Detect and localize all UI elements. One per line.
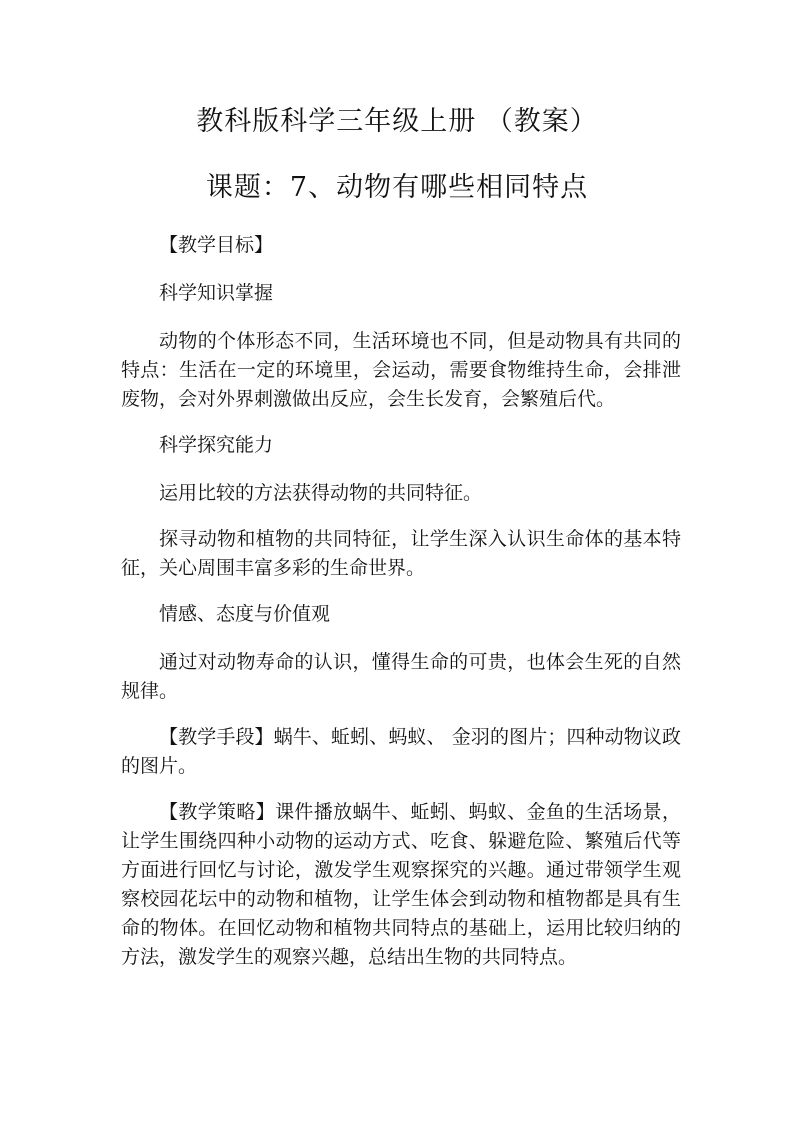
emotion-heading: 情感、态度与价值观	[159, 603, 331, 625]
teaching-strategy-paragraph: 【教学策略】课件播放蜗牛、蚯蚓、蚂蚁、金鱼的生活场景，让学生围绕四种小动物的运动方式、吃食、躲避危险、繁殖后代等方面进行回忆与讨论，激发学生观察探究的兴趣。通过带领学生观察校园花坛中的动物和植物，让学生体会到动物和植物都是具有生命的物体。在回忆动物和植物共同特点的基础上，运用比较归纳的方法，激发学生的观察兴趣，总结出生物的共同特点。	[121, 801, 681, 968]
inquiry-heading: 科学探究能力	[159, 434, 274, 456]
document-title: 教科版科学三年级上册 （教案）	[196, 106, 598, 137]
emotion-paragraph: 通过对动物寿命的认识，懂得生命的可贵，也体会生死的自然规律。	[121, 651, 681, 702]
document-body	[121, 231, 681, 989]
teaching-means-paragraph: 【教学手段】蜗牛、蚯蚓、蚂蚁、 金羽的图片；四种动物议政的图片。	[121, 726, 681, 777]
inquiry-paragraph-2: 探寻动物和植物的共同特征，让学生深入认识生命体的基本特征，关心周围丰富多彩的生命世界。	[121, 528, 681, 579]
knowledge-paragraph: 动物的个体形态不同，生活环境也不同，但是动物具有共同的特点：生活在一定的环境里，会运动，需要食物维持生命，会排泄废物，会对外界刺激做出反应，会生长发育，会繁殖后代。	[121, 330, 681, 410]
inquiry-paragraph-1: 运用比较的方法获得动物的共同特征。	[159, 482, 483, 504]
knowledge-heading: 科学知识掌握	[159, 282, 274, 304]
objective-heading: 【教学目标】	[159, 234, 274, 256]
lesson-title: 课题：7、动物有哪些相同特点	[205, 172, 589, 203]
